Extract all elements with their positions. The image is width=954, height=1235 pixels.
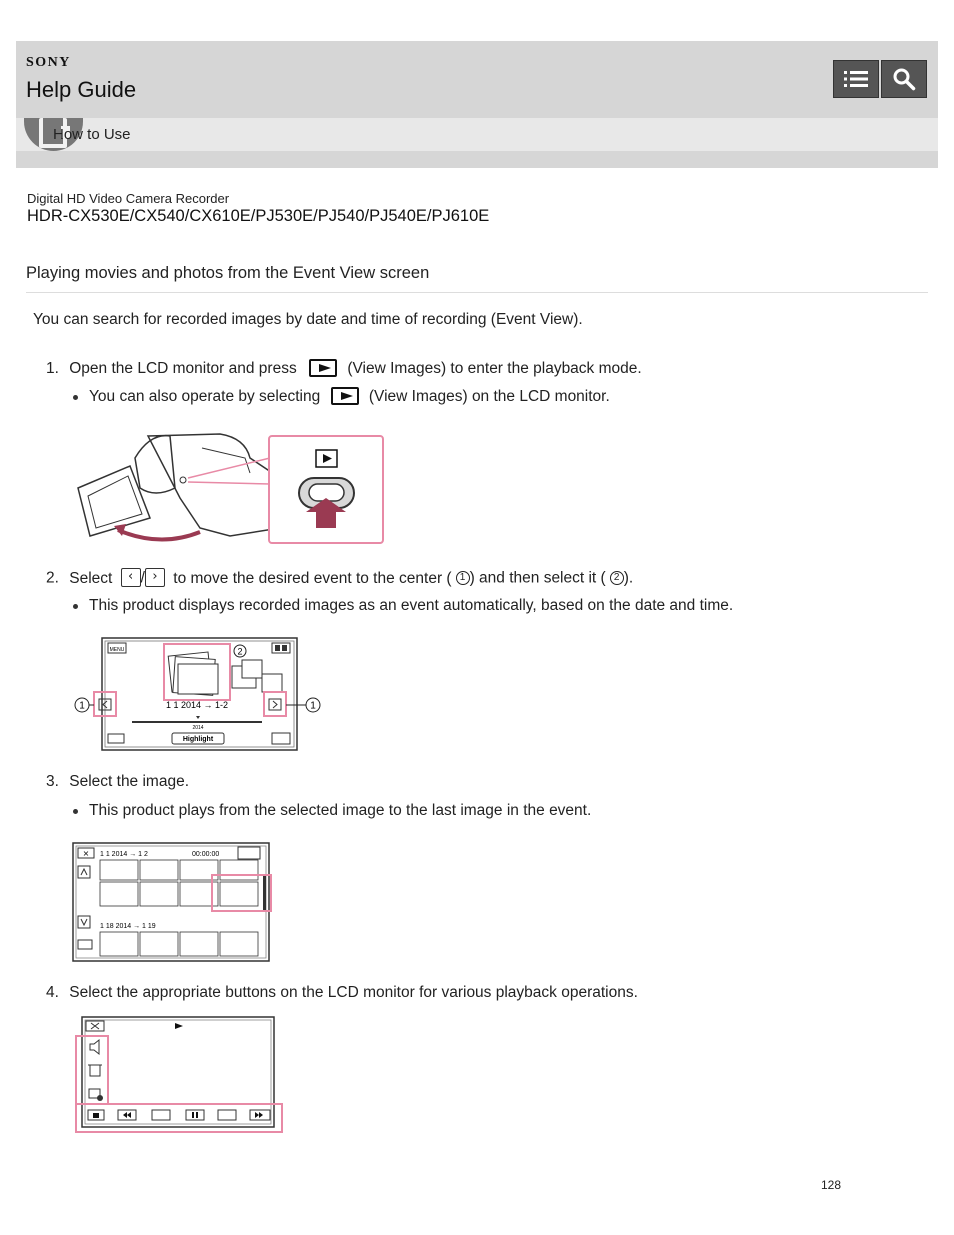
menu-button[interactable]: [833, 60, 879, 98]
callout-1-label: 1: [79, 700, 85, 712]
step-number: 1.: [46, 360, 59, 378]
menu-label: MENU: [109, 647, 125, 653]
step-4: [46, 984, 638, 1002]
separator: /: [140, 569, 145, 587]
model-list: HDR-CX530E/CX540/CX610E/PJ530E/PJ540/PJ540E/PJ610E: [27, 207, 490, 225]
product-type: Digital HD Video Camera Recorder: [27, 191, 230, 206]
step-number: 3.: [46, 773, 59, 790]
intro-text: You can search for recorded images by date and time of recording (Event View).: [33, 311, 583, 328]
step-text: Select: [69, 569, 113, 587]
chevron-left-icon: ‹: [121, 568, 141, 587]
camera-illustration: [70, 428, 390, 548]
divider: [26, 292, 928, 293]
callout-1-icon: 1: [456, 571, 470, 585]
step-text: Select the appropriate buttons on the LCD monitor for various playback operations.: [69, 984, 638, 1001]
note-text: (View Images) on the LCD monitor.: [368, 388, 610, 406]
page-number: 128: [821, 1178, 842, 1192]
group-date-label: 1 18 2014 → 1 19: [100, 923, 156, 930]
search-button[interactable]: [881, 60, 927, 98]
step-1: [46, 360, 642, 378]
step-3: [46, 773, 189, 791]
event-view-screen: [72, 636, 332, 752]
callout-2-icon: 2: [610, 571, 624, 585]
step-text: (View Images) to enter the playback mode.: [347, 360, 642, 378]
step-text: to move the desired event to the center (: [173, 569, 452, 587]
step-text: Select the image.: [69, 773, 190, 790]
step-2-note: This product displays recorded images as an event automatically, based on the date and time.: [89, 597, 734, 614]
callout-2-label: 2: [237, 646, 243, 657]
note-text: You can also operate by selecting: [89, 388, 321, 406]
page-title: Playing movies and photos from the Event View screen: [26, 264, 430, 282]
step-number: 4.: [46, 984, 59, 1001]
image-index-screen: [72, 842, 276, 964]
step-2: [46, 569, 633, 588]
playback-screen: [72, 1014, 288, 1138]
view-images-icon: [309, 359, 337, 377]
step-text: ).: [623, 569, 634, 587]
event-date-label: 1 1 2014 → 1-2: [166, 700, 229, 710]
nav-bar: [16, 118, 938, 151]
site-header: [16, 41, 938, 168]
search-icon: [892, 67, 916, 91]
bullet-dot: [73, 395, 78, 400]
step-1-note: [89, 388, 610, 406]
nav-how-to-use[interactable]: How to Use: [53, 126, 131, 143]
group-date-label: 1 1 2014 → 1 2: [100, 851, 148, 858]
step-number: 2.: [46, 569, 59, 587]
brand-logo: SONY: [26, 55, 71, 70]
highlight-button-label: Highlight: [182, 736, 214, 743]
callout-1-label: 1: [310, 700, 316, 712]
bullet-dot: [73, 809, 78, 814]
list-icon: [843, 68, 869, 90]
step-3-note: This product plays from the selected image to the last image in the event.: [89, 802, 592, 819]
bullet-dot: [73, 604, 78, 609]
chevron-right-icon: ›: [145, 568, 165, 587]
view-images-icon: [331, 387, 359, 405]
year-label: 2014: [192, 725, 204, 731]
step-text: ) and then select it (: [469, 569, 606, 587]
guide-title[interactable]: Help Guide: [26, 77, 137, 102]
close-icon: ×: [82, 849, 90, 858]
timecode-label: 00:00:00: [192, 851, 220, 858]
step-text: Open the LCD monitor and press: [69, 360, 297, 378]
